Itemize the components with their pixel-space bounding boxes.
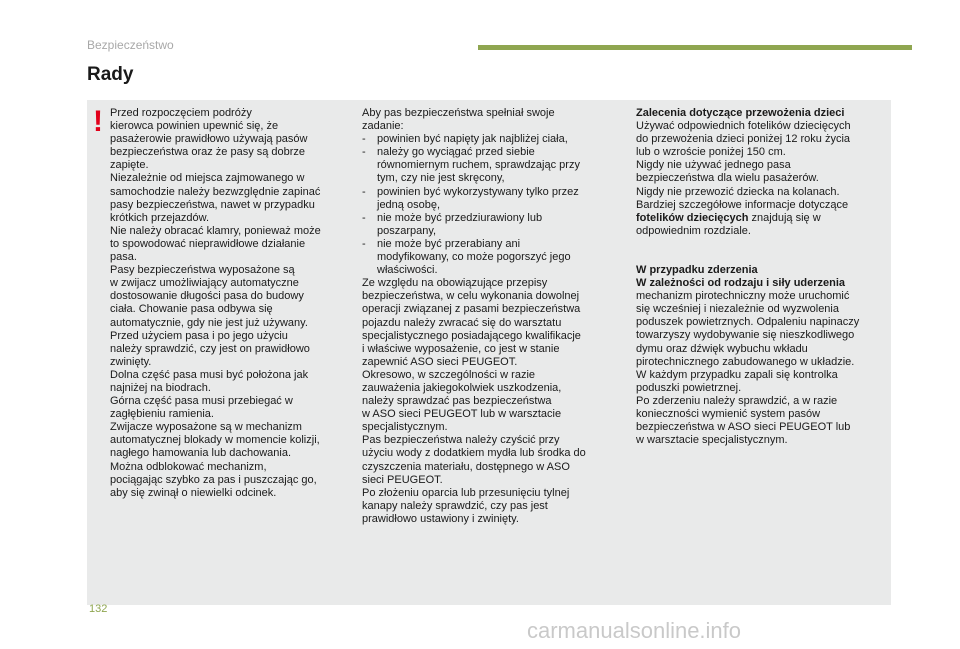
seat-belt-advice-column (110, 107, 350, 500)
bullet-dash: - (362, 211, 366, 224)
bullet-continuation: tym, czy nie jest skręcony, (377, 172, 505, 185)
text-line: użyciu wody z dodatkiem mydła lub środka do (362, 447, 586, 460)
text-line: bezpieczeństwa w ASO sieci PEUGEOT lub (636, 421, 851, 434)
text-line: towarzyszy wydobywanie się nieszkodliwego (636, 329, 855, 342)
text-line: poduszek powietrznych. Odpaleniu napinaczy (636, 316, 860, 329)
bullet-continuation: modyfikowany, co może pogorszyć jego (377, 251, 571, 264)
text-line: aby się zwinął o niewielki odcinek. (110, 486, 277, 499)
bullet-text: powinien być napięty jak najbliżej ciała, (377, 133, 568, 146)
text-line: dymu oraz dźwięk wybuchu wkładu (636, 342, 808, 355)
text-line: w zwijacz umożliwiający automatyczne (110, 277, 299, 290)
text-line: nagłego hamowania lub dachowania. (110, 447, 292, 460)
text-line: zwinięty. (110, 355, 152, 368)
text-line: bezpieczeństwa, w celu wykonania dowolnej (362, 290, 580, 303)
bullet-item (362, 238, 610, 251)
text-line: ciała. Chowanie pasa odbywa się (110, 303, 273, 316)
text-line: czyszczenia materiału, dostępnego w ASO (362, 460, 570, 473)
text-line: Aby pas bezpieczeństwa spełniał swoje (362, 107, 555, 119)
bullet-dash: - (362, 146, 366, 159)
text-line: konieczności wymienić system pasów (636, 407, 821, 420)
text-line: Dolna część pasa musi być położona jak (110, 368, 309, 381)
collision-subheading: W zależności od rodzaju i siły uderzenia (636, 277, 846, 290)
text-line: Ze względu na obowiązujące przepisy (362, 277, 548, 290)
text-line: poduszki powietrznej. (636, 381, 742, 394)
exclamation-warning-icon: ! (93, 105, 103, 138)
text-line: Używać odpowiednich fotelików dziecięcych (636, 120, 851, 133)
bullet-continuation: równomiernym ruchem, sprawdzając przy (377, 159, 580, 172)
text-line: Pas bezpieczeństwa należy czyścić przy (362, 434, 560, 447)
text-line: krótkich przejazdów. (110, 211, 210, 224)
text-line: prawidłowo ustawiony i zwinięty. (362, 512, 519, 525)
text-line: bezpieczeństwa oraz że pasy są dobrze (110, 146, 306, 159)
text-line: do przewożenia dzieci poniżej 12 roku życia (636, 133, 851, 146)
bullet-item (362, 133, 610, 146)
text-line: zapewnić ASO sieci PEUGEOT. (362, 355, 518, 368)
text-line: Nigdy nie przewozić dziecka na kolanach. (636, 185, 840, 198)
text-line: Bardziej szczegółowe informacje dotyczące (636, 198, 849, 211)
child-seat-reference-rest: znajdują się w (748, 211, 821, 224)
page-title: Rady (87, 64, 134, 85)
text-line: sieci PEUGEOT. (362, 473, 443, 486)
children-and-collision-column (636, 107, 888, 447)
text-line: mechanizm pirotechniczny może uruchomić (636, 290, 850, 303)
text-line: Można odblokować mechanizm, (110, 460, 267, 473)
child-seat-reference-bold: fotelików dziecięcych (636, 211, 749, 224)
text-line: należy sprawdzić, czy jest on prawidłowo (110, 342, 310, 355)
text-line: specjalistycznego posiadającego kwalifikacje (362, 329, 581, 342)
text-line: zadanie: (362, 120, 404, 133)
text-line: się wcześniej i niezależnie od wyzwolenia (636, 303, 839, 316)
bullet-text: nie może być przerabiany ani (377, 237, 521, 250)
bullet-item (362, 186, 610, 199)
bullet-continuation: jedną osobę, (377, 198, 440, 211)
text-line: Pasy bezpieczeństwa wyposażone są (110, 264, 295, 277)
text-line: i właściwe wyposażenie, co jest w stanie (362, 342, 560, 355)
text-line: zauważenia jakiegokolwiek uszkodzenia, (362, 381, 562, 394)
text-line: Zwijacze wyposażone są w mechanizm (110, 421, 302, 434)
text-line: Nie należy obracać klamry, ponieważ może (110, 224, 321, 237)
text-line: pociągając szybko za pas i puszczając go, (110, 473, 317, 486)
text-line: odpowiednim rozdziale. (636, 224, 751, 237)
text-line: pojazdu należy zwracać się do warsztatu (362, 316, 562, 329)
text-line: kanapy należy sprawdzić, czy pas jest (362, 499, 548, 512)
text-line: operacji związanej z pasami bezpieczeństwa (362, 303, 581, 316)
text-line: lub o wzroście poniżej 150 cm. (636, 146, 786, 159)
text-line: kierowca powinien upewnić się, że (110, 120, 279, 133)
belt-usage-column (362, 107, 610, 526)
bullet-text: należy go wyciągać przed siebie (377, 146, 535, 159)
text-line: pasa. (110, 251, 137, 264)
bullet-dash: - (362, 185, 366, 198)
text-line: Po złożeniu oparcia lub przesunięciu tylnej (362, 486, 570, 499)
child-transport-heading: Zalecenia dotyczące przewożenia dzieci (636, 107, 845, 119)
child-seat-reference (636, 212, 888, 225)
text-line: pirotechnicznego zabudowanego w układzie. (636, 355, 855, 368)
text-line: to spowodować nieprawidłowe działanie (110, 237, 306, 250)
text-line: należy sprawdzać pas bezpieczeństwa (362, 395, 552, 408)
text-line: Okresowo, w szczególności w razie (362, 368, 536, 381)
text-line: automatycznie, gdy nie jest już używany. (110, 316, 308, 329)
text-line: Przed rozpoczęciem podróży (110, 107, 252, 119)
bullet-item (362, 212, 610, 225)
text-line: specjalistycznym. (362, 421, 448, 434)
text-line: zapięte. (110, 159, 149, 172)
bullet-dash: - (362, 133, 366, 146)
watermark: carmanualsonline.info (527, 618, 742, 643)
collision-heading: W przypadku zderzenia (636, 263, 758, 276)
text-line: automatycznej blokady w momencie kolizji, (110, 434, 320, 447)
text-line: najniżej na biodrach. (110, 381, 211, 394)
bullet-item (362, 146, 610, 159)
text-line: pasy bezpieczeństwa, nawet w przypadku (110, 198, 315, 211)
section-gap (636, 238, 888, 264)
page-number: 132 (89, 603, 108, 615)
text-line: Niezależnie od miejsca zajmowanego w (110, 172, 305, 185)
section-label: Bezpieczeństwo (87, 38, 174, 52)
bullet-dash: - (362, 237, 366, 250)
text-line: Górna część pasa musi przebiegać w (110, 395, 293, 408)
text-line: zagłębieniu ramienia. (110, 408, 214, 421)
text-line: Przed użyciem pasa i po jego użyciu (110, 329, 288, 342)
text-line: bezpieczeństwa dla wielu pasażerów. (636, 172, 819, 185)
bullet-continuation: właściwości. (377, 264, 438, 277)
text-line: Nigdy nie używać jednego pasa (636, 159, 791, 172)
text-line: samochodzie należy bezwzględnie zapinać (110, 185, 321, 198)
header-accent-bar (478, 45, 912, 50)
text-line: Po zderzeniu należy sprawdzić, a w razie (636, 394, 838, 407)
bullet-text: powinien być wykorzystywany tylko przez (377, 185, 579, 198)
text-line: W każdym przypadku zapali się kontrolka (636, 368, 838, 381)
text-line: dostosowanie długości pasa do budowy (110, 290, 304, 303)
bullet-text: nie może być przedziurawiony lub (377, 211, 543, 224)
text-line: pasażerowie prawidłowo używają pasów (110, 133, 308, 146)
text-line: w warsztacie specjalistycznym. (636, 434, 788, 447)
text-line: w ASO sieci PEUGEOT lub w warsztacie (362, 408, 562, 421)
bullet-continuation: poszarpany, (377, 224, 437, 237)
